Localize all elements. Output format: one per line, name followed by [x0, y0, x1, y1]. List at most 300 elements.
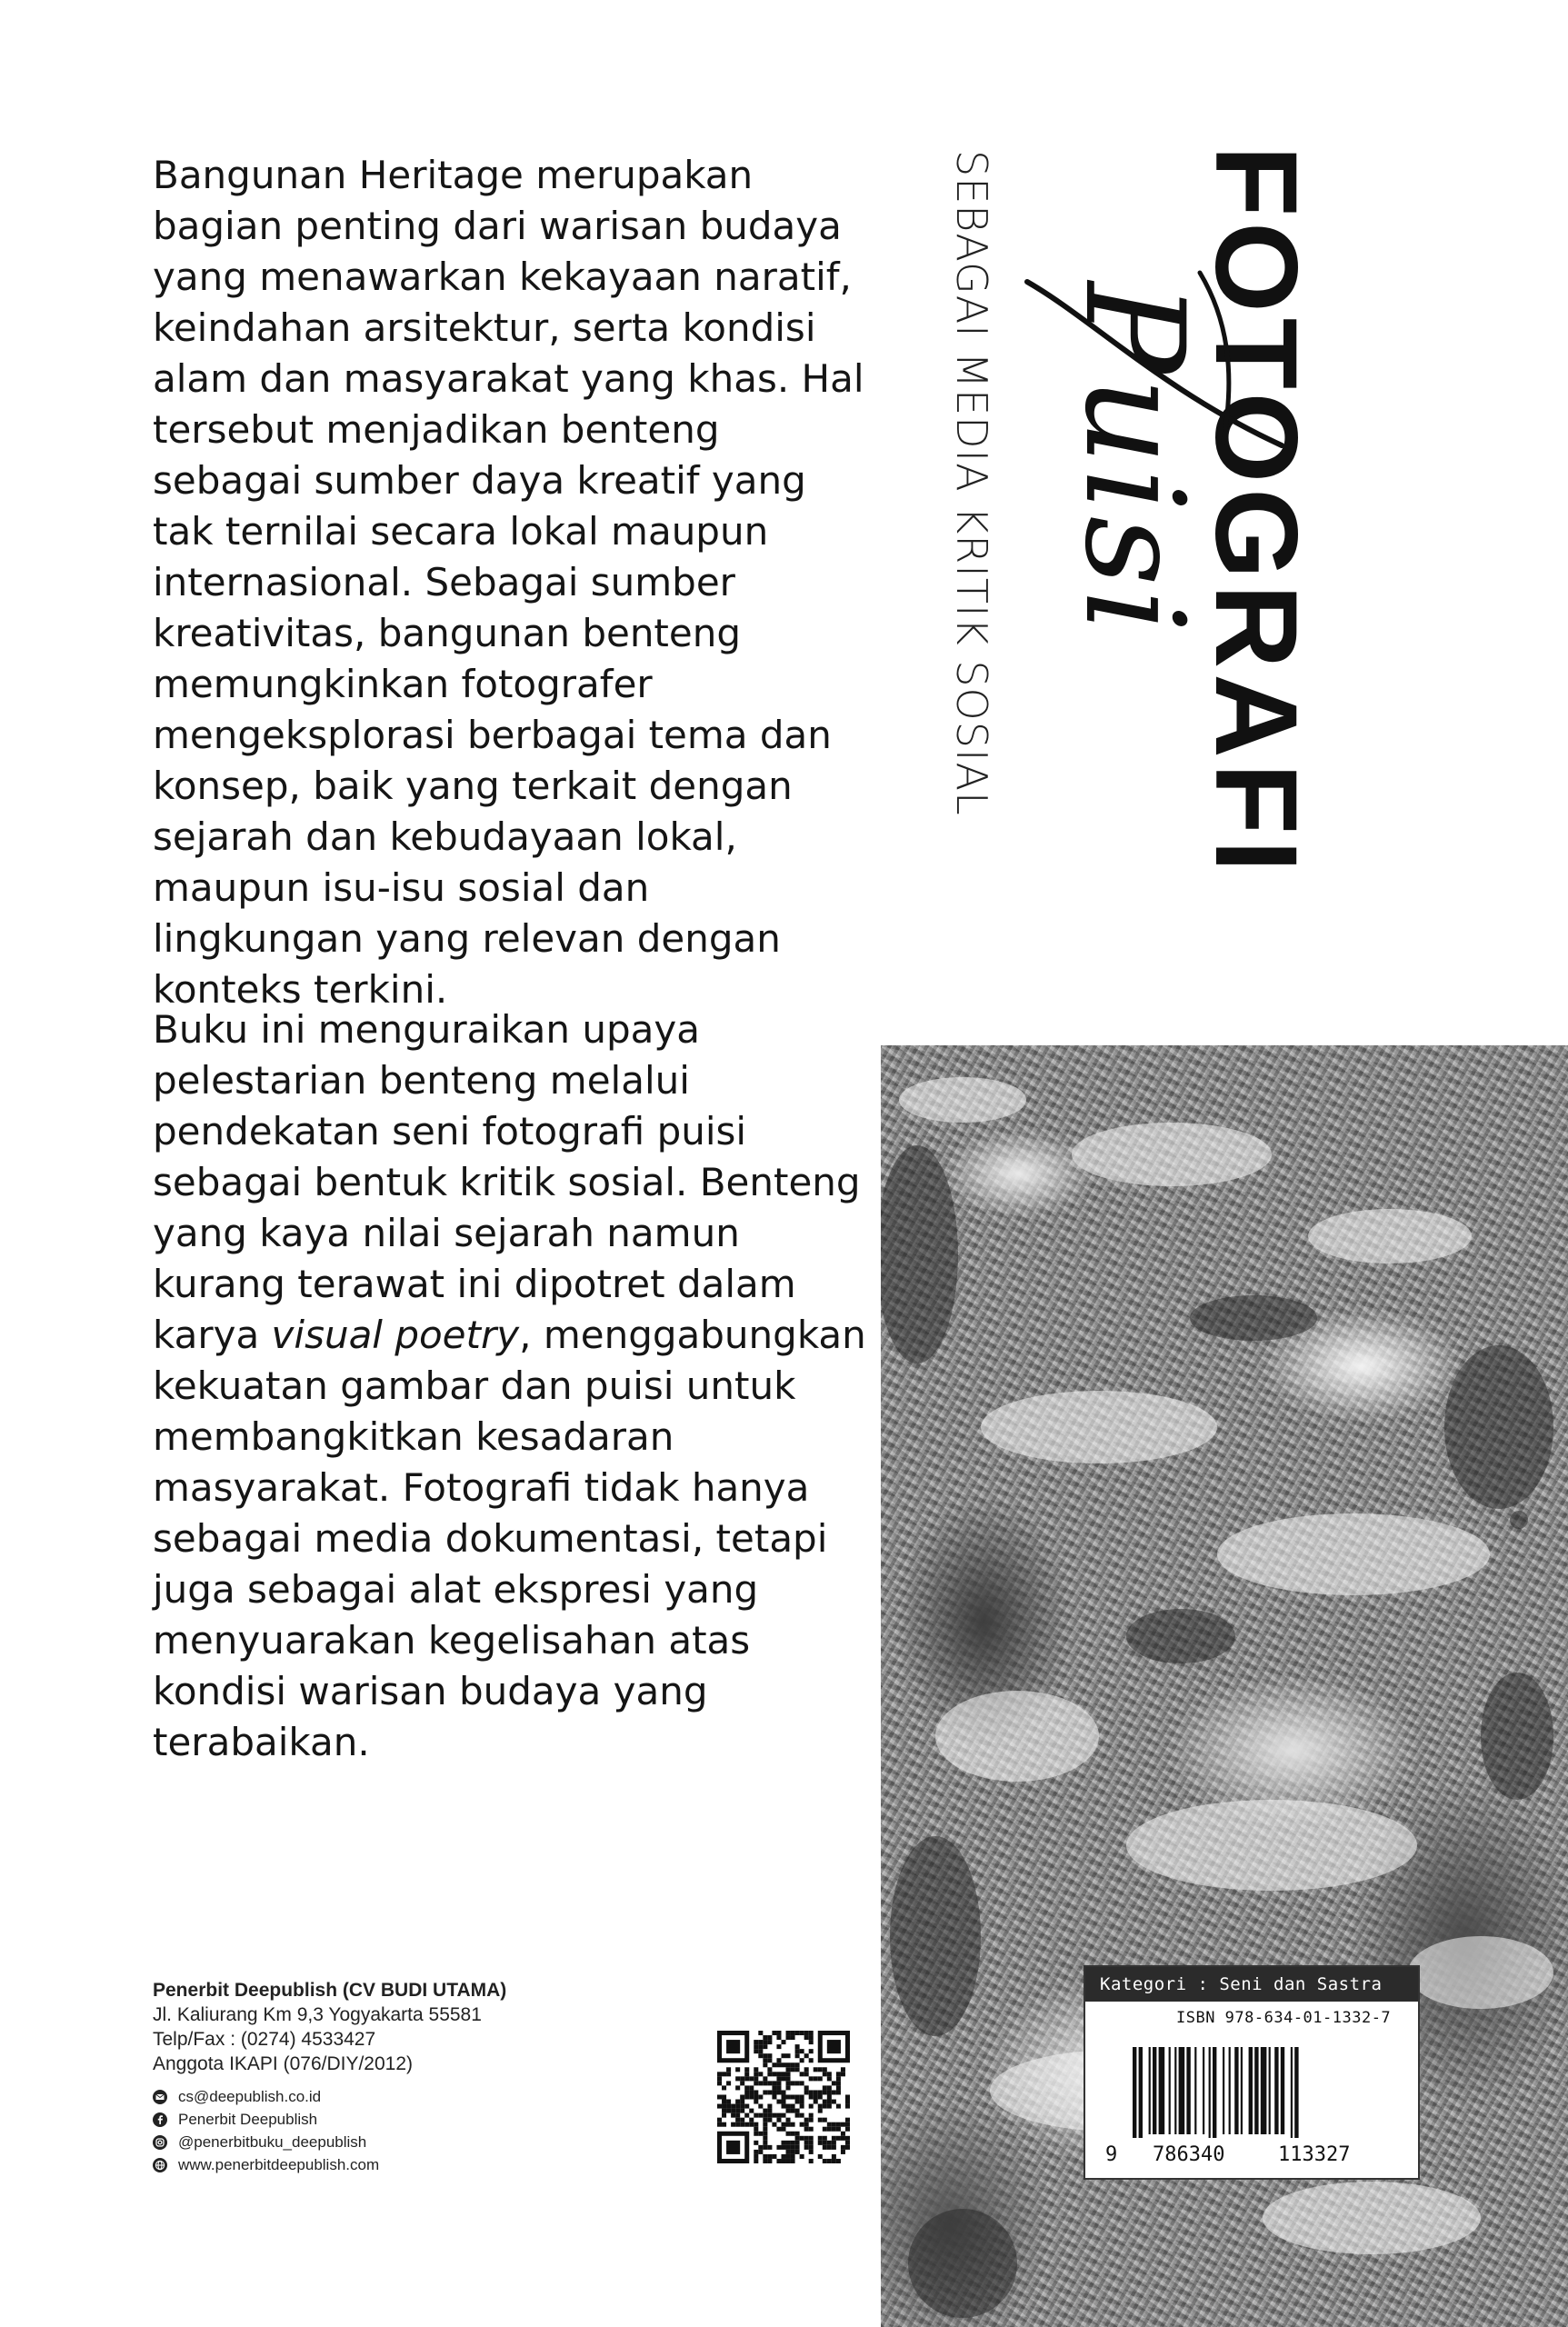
qr-module [845, 2136, 850, 2141]
barcode-bar [1209, 2047, 1211, 2138]
qr-module [749, 2090, 754, 2094]
qr-module [832, 2090, 836, 2094]
barcode-bar [1249, 2047, 1253, 2134]
qr-module [841, 2150, 845, 2154]
qr-module [754, 2044, 758, 2049]
qr-module [814, 2090, 818, 2094]
blurb-text-2-start: Buku ini menguraikan upaya pelestarian benteng melalui pendekatan seni fotografi puisi sebagai bentuk kritik sosial. Benteng yang kaya nilai sejarah namun kurang terawat ini dipotret dalam karya [153, 1007, 861, 1357]
qr-module [781, 2053, 785, 2058]
qr-module [776, 2081, 781, 2085]
barcode-bar [1186, 2047, 1190, 2134]
qr-module [786, 2159, 791, 2163]
qr-module [786, 2145, 791, 2150]
qr-module [845, 2127, 850, 2132]
qr-module [809, 2141, 814, 2145]
qr-module [841, 2145, 845, 2150]
qr-module [836, 2122, 841, 2127]
qr-module [809, 2127, 814, 2132]
qr-module [767, 2104, 772, 2109]
barcode-lead-digit: 9 [1105, 2143, 1118, 2166]
qr-module [832, 2159, 836, 2163]
barcode-bar [1229, 2047, 1231, 2134]
qr-module [772, 2031, 776, 2035]
qr-module [823, 2104, 827, 2109]
qr-module [758, 2031, 763, 2035]
isbn-number: ISBN 978-634-01-1332-7 [1176, 2009, 1392, 2027]
qr-module [804, 2118, 809, 2122]
qr-module [726, 2104, 731, 2109]
email-icon [153, 2090, 167, 2104]
qr-module [772, 2154, 776, 2159]
contact-email-text: cs@deepublish.co.id [178, 2088, 322, 2105]
qr-module [845, 2100, 850, 2104]
instagram-icon [153, 2135, 167, 2150]
qr-module [800, 2100, 804, 2104]
qr-module [772, 2081, 776, 2085]
qr-module [772, 2113, 776, 2118]
qr-module [754, 2094, 758, 2099]
qr-module [767, 2040, 772, 2044]
qr-module [795, 2113, 800, 2118]
qr-module [726, 2067, 731, 2072]
qr-module [744, 2094, 749, 2099]
qr-module [781, 2159, 785, 2163]
qr-module [823, 2136, 827, 2141]
barcode-bar [1241, 2047, 1243, 2134]
qr-module [804, 2067, 809, 2072]
qr-module [832, 2127, 836, 2132]
qr-module [804, 2122, 809, 2127]
qr-module [754, 2090, 758, 2094]
qr-module [754, 2076, 758, 2081]
qr-module [772, 2062, 776, 2067]
qr-module [781, 2104, 785, 2109]
qr-module [758, 2145, 763, 2150]
qr-module [740, 2122, 744, 2127]
qr-module [795, 2109, 800, 2113]
qr-module [767, 2067, 772, 2072]
qr-module [767, 2109, 772, 2113]
barcode-bar [1269, 2047, 1271, 2134]
barcode-bar [1174, 2047, 1176, 2134]
barcode-label [1084, 1965, 1420, 2180]
qr-module [758, 2104, 763, 2109]
qr-module [791, 2067, 795, 2072]
qr-module [791, 2109, 795, 2113]
qr-module [809, 2035, 814, 2040]
qr-module [809, 2145, 814, 2150]
qr-module [809, 2058, 814, 2062]
barcode-bar [1223, 2047, 1224, 2134]
qr-module [767, 2035, 772, 2040]
qr-module [767, 2081, 772, 2085]
qr-module [818, 2154, 823, 2159]
qr-module [763, 2141, 767, 2145]
qr-module [823, 2159, 827, 2163]
qr-module [735, 2085, 740, 2090]
qr-module [772, 2085, 776, 2090]
qr-module [809, 2136, 814, 2141]
qr-module [818, 2109, 823, 2113]
qr-module [717, 2072, 722, 2076]
qr-module [781, 2090, 785, 2094]
qr-module [717, 2118, 722, 2122]
qr-module [818, 2136, 823, 2141]
qr-module [772, 2072, 776, 2076]
qr-module [786, 2122, 791, 2127]
qr-module [754, 2100, 758, 2104]
qr-module [791, 2062, 795, 2067]
qr-module [763, 2127, 767, 2132]
qr-module [767, 2072, 772, 2076]
qr-module [791, 2159, 795, 2163]
qr-module [776, 2072, 781, 2076]
qr-module [786, 2081, 791, 2085]
qr-module [763, 2109, 767, 2113]
barcode-bar [1159, 2047, 1165, 2134]
qr-module [735, 2113, 740, 2118]
qr-module [786, 2109, 791, 2113]
barcode-bar [1179, 2047, 1185, 2134]
qr-module [722, 2094, 726, 2099]
qr-module [776, 2062, 781, 2067]
qr-module [767, 2090, 772, 2094]
qr-module [827, 2072, 832, 2076]
qr-finder [726, 2141, 740, 2154]
qr-module [744, 2090, 749, 2094]
qr-module [722, 2113, 726, 2118]
qr-module [749, 2094, 754, 2099]
qr-module [776, 2118, 781, 2122]
qr-module [763, 2058, 767, 2062]
qr-module [786, 2062, 791, 2067]
qr-module [749, 2076, 754, 2081]
contact-facebook-text: Penerbit Deepublish [178, 2111, 318, 2128]
qr-module [726, 2072, 731, 2076]
qr-module [818, 2104, 823, 2109]
qr-module [795, 2145, 800, 2150]
barcode-bar [1274, 2047, 1278, 2134]
qr-module [740, 2104, 744, 2109]
qr-module [722, 2109, 726, 2113]
qr-module [841, 2136, 845, 2141]
qr-module [754, 2122, 758, 2127]
qr-module [740, 2094, 744, 2099]
contact-website-text: www.penerbitdeepublish.com [178, 2156, 380, 2173]
qr-module [763, 2113, 767, 2118]
qr-module [781, 2040, 785, 2044]
contact-instagram[interactable] [153, 2131, 662, 2153]
qr-module [781, 2127, 785, 2132]
qr-module [800, 2081, 804, 2085]
qr-module [717, 2081, 722, 2085]
qr-module [735, 2104, 740, 2109]
qr-module [754, 2040, 758, 2044]
qr-module [832, 2081, 836, 2085]
qr-module [814, 2100, 818, 2104]
qr-module [841, 2132, 845, 2136]
qr-module [827, 2094, 832, 2099]
qr-module [758, 2044, 763, 2049]
qr-module [841, 2072, 845, 2076]
qr-module [781, 2076, 785, 2081]
qr-module [744, 2072, 749, 2076]
publisher-address: Jl. Kaliurang Km 9,3 Yogyakarta 55581 [153, 2004, 482, 2025]
barcode-bar [1294, 2047, 1298, 2138]
qr-module [795, 2100, 800, 2104]
qr-module [763, 2118, 767, 2122]
qr-module [832, 2145, 836, 2150]
qr-module [823, 2127, 827, 2132]
qr-module [767, 2053, 772, 2058]
qr-module [740, 2100, 744, 2104]
qr-module [800, 2104, 804, 2109]
contact-email[interactable] [153, 2085, 662, 2108]
qr-module [845, 2122, 850, 2127]
barcode-bar [1254, 2047, 1258, 2134]
qr-module [786, 2031, 791, 2035]
qr-module [809, 2159, 814, 2163]
barcode-bar [1133, 2047, 1136, 2138]
qr-module [754, 2154, 758, 2159]
qr-module [836, 2076, 841, 2081]
barcode-bar [1281, 2047, 1284, 2134]
qr-module [744, 2104, 749, 2109]
qr-module [786, 2150, 791, 2154]
qr-module [735, 2122, 740, 2127]
qr-module [744, 2067, 749, 2072]
qr-module [814, 2067, 818, 2072]
qr-module [791, 2132, 795, 2136]
qr-module [814, 2076, 818, 2081]
qr-module [763, 2062, 767, 2067]
qr-module [722, 2072, 726, 2076]
barcode-bar [1153, 2047, 1156, 2134]
qr-module [758, 2094, 763, 2099]
qr-module [758, 2040, 763, 2044]
qr-module [786, 2141, 791, 2145]
qr-module [726, 2109, 731, 2113]
qr-module [809, 2040, 814, 2044]
blurb-paragraph-1 [153, 150, 871, 1015]
qr-module [823, 2141, 827, 2145]
qr-module [800, 2094, 804, 2099]
qr-module [731, 2104, 735, 2109]
qr-module [781, 2145, 785, 2150]
qr-module [818, 2076, 823, 2081]
qr-module [722, 2122, 726, 2127]
qr-module [800, 2049, 804, 2053]
qr-module [722, 2085, 726, 2090]
qr-module [836, 2159, 841, 2163]
qr-module [722, 2100, 726, 2104]
qr-module [731, 2122, 735, 2127]
qr-module [804, 2090, 809, 2094]
qr-module [754, 2159, 758, 2163]
qr-module [731, 2113, 735, 2118]
qr-module [776, 2090, 781, 2094]
qr-module [776, 2085, 781, 2090]
qr-module [781, 2094, 785, 2099]
qr-module [735, 2109, 740, 2113]
qr-module [763, 2040, 767, 2044]
qr-module [744, 2113, 749, 2118]
qr-module [827, 2100, 832, 2104]
qr-finder [726, 2040, 740, 2053]
qr-module [726, 2100, 731, 2104]
cover-title: FOTOGRAFI [1191, 145, 1321, 878]
qr-module [836, 2090, 841, 2094]
cover-subtitle: SEBAGAI MEDIA KRITIK SOSIAL [947, 150, 996, 816]
qr-module [804, 2035, 809, 2040]
qr-module [804, 2127, 809, 2132]
qr-module [786, 2104, 791, 2109]
qr-module [717, 2076, 722, 2081]
qr-module [740, 2118, 744, 2122]
qr-module [763, 2081, 767, 2085]
qr-module [791, 2081, 795, 2085]
qr-module [767, 2058, 772, 2062]
qr-module [827, 2076, 832, 2081]
qr-module [845, 2104, 850, 2109]
qr-module [767, 2154, 772, 2159]
qr-module [786, 2118, 791, 2122]
barcode-bar [1234, 2047, 1238, 2134]
qr-module [800, 2154, 804, 2159]
barcode-bar [1169, 2047, 1171, 2134]
qr-module [814, 2094, 818, 2099]
qr-module [845, 2118, 850, 2122]
qr-module [767, 2159, 772, 2163]
qr-module [795, 2062, 800, 2067]
qr-module [740, 2076, 744, 2081]
qr-module [827, 2127, 832, 2132]
qr-module [776, 2076, 781, 2081]
qr-module [744, 2085, 749, 2090]
qr-module [717, 2094, 722, 2099]
qr-module [744, 2122, 749, 2127]
qr-module [731, 2109, 735, 2113]
qr-module [758, 2053, 763, 2058]
qr-module [836, 2104, 841, 2109]
qr-module [781, 2122, 785, 2127]
qr-module [809, 2118, 814, 2122]
barcode-bar [1213, 2047, 1216, 2138]
contact-website[interactable] [153, 2153, 662, 2176]
qr-module [786, 2035, 791, 2040]
qr-module [791, 2141, 795, 2145]
barcode-left-digits: 786340 [1153, 2143, 1225, 2166]
qr-module [823, 2072, 827, 2076]
barcode-bar [1139, 2047, 1143, 2138]
blurb-text-2 [153, 1004, 871, 1768]
qr-module [795, 2094, 800, 2099]
qr-module [754, 2113, 758, 2118]
qr-module [776, 2044, 781, 2049]
qr-module [772, 2122, 776, 2127]
qr-module [800, 2113, 804, 2118]
blurb-text-2-end: , menggabungkan kekuatan gambar dan puisi untuk membangkitkan kesadaran masyarakat. Fotografi tidak hanya sebagai media dokumentasi, tetapi juga sebagai alat ekspresi yang menyuarakan kegelisahan atas kondisi warisan budaya yang terabaikan. [153, 1313, 866, 1764]
qr-code[interactable] [717, 2031, 850, 2163]
qr-module [767, 2113, 772, 2118]
category-label: Kategori : Seni dan Sastra [1085, 1967, 1418, 2002]
qr-module [776, 2159, 781, 2163]
qr-module [809, 2150, 814, 2154]
qr-module [749, 2085, 754, 2090]
qr-module [767, 2118, 772, 2122]
qr-module [804, 2085, 809, 2090]
contact-facebook[interactable] [153, 2108, 662, 2131]
qr-module [804, 2031, 809, 2035]
qr-module [786, 2094, 791, 2099]
qr-module [832, 2122, 836, 2127]
barcode-bar [1261, 2047, 1267, 2134]
qr-module [836, 2072, 841, 2076]
qr-module [763, 2053, 767, 2058]
qr-module [795, 2049, 800, 2053]
barcode-bar [1203, 2047, 1204, 2134]
qr-module [823, 2067, 827, 2072]
qr-module [809, 2049, 814, 2053]
qr-module [795, 2132, 800, 2136]
qr-module [832, 2100, 836, 2104]
qr-module [763, 2136, 767, 2141]
qr-module [832, 2136, 836, 2141]
qr-module [804, 2145, 809, 2150]
qr-module [791, 2035, 795, 2040]
qr-module [749, 2118, 754, 2122]
qr-module [823, 2090, 827, 2094]
qr-module [776, 2127, 781, 2132]
qr-module [754, 2067, 758, 2072]
qr-module [749, 2122, 754, 2127]
cover-script-title: Puisi [1054, 282, 1213, 637]
barcode-bar [1149, 2047, 1151, 2134]
qr-module [735, 2100, 740, 2104]
qr-module [754, 2049, 758, 2053]
qr-module [763, 2076, 767, 2081]
contact-list [153, 2085, 662, 2176]
qr-module [758, 2049, 763, 2053]
qr-module [772, 2090, 776, 2094]
qr-module [823, 2145, 827, 2150]
qr-module [763, 2145, 767, 2150]
qr-module [836, 2081, 841, 2085]
qr-module [804, 2141, 809, 2145]
qr-module [722, 2104, 726, 2109]
qr-module [740, 2081, 744, 2085]
qr-module [841, 2067, 845, 2072]
qr-module [795, 2150, 800, 2154]
qr-module [809, 2076, 814, 2081]
qr-module [809, 2113, 814, 2118]
qr-module [781, 2072, 785, 2076]
qr-module [832, 2141, 836, 2145]
qr-module [772, 2094, 776, 2099]
qr-module [763, 2090, 767, 2094]
qr-module [735, 2118, 740, 2122]
qr-module [827, 2145, 832, 2150]
barcode-bar [1291, 2047, 1293, 2138]
qr-module [791, 2150, 795, 2154]
qr-module [795, 2136, 800, 2141]
globe-icon [153, 2158, 167, 2172]
qr-module [749, 2109, 754, 2113]
qr-module [776, 2058, 781, 2062]
facebook-icon [153, 2112, 167, 2127]
qr-module [800, 2136, 804, 2141]
qr-module [809, 2094, 814, 2099]
